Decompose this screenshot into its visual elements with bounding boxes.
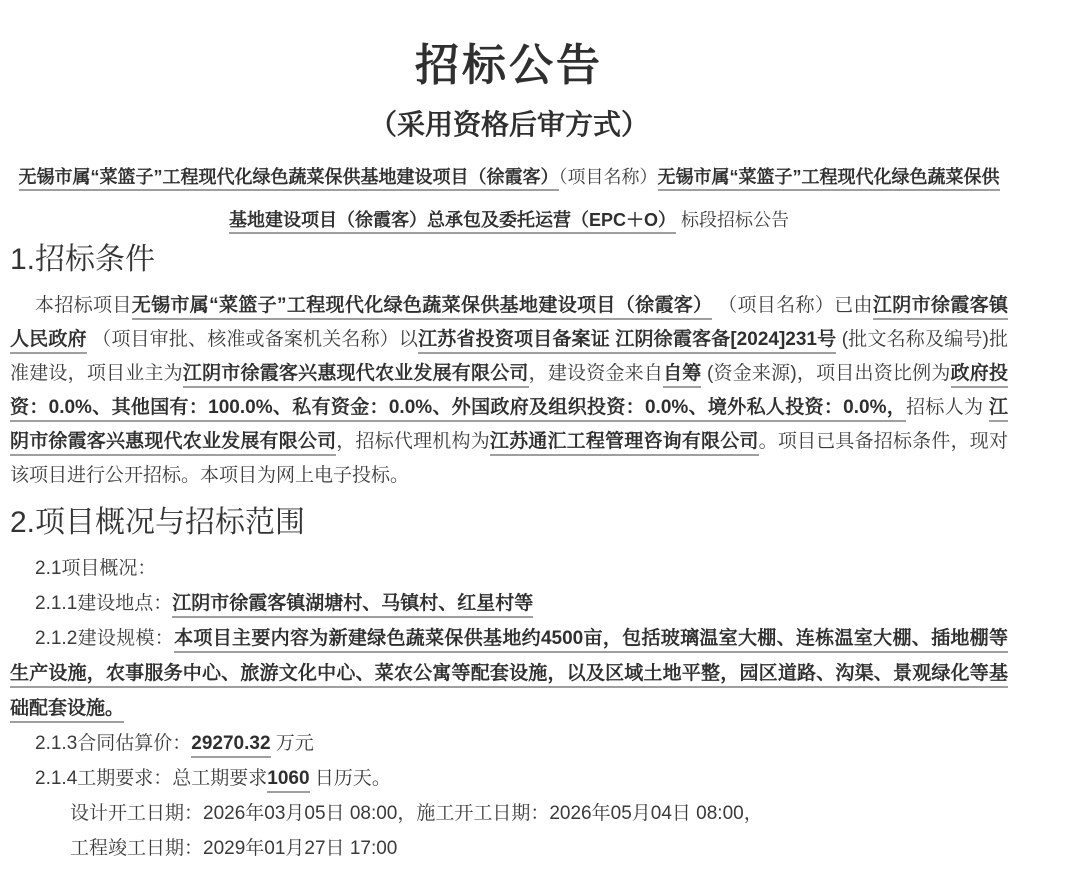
text-run: （项目名称）已由 bbox=[712, 295, 873, 317]
document-title: 招标公告 bbox=[415, 41, 603, 90]
text-run: 自筹 bbox=[663, 363, 701, 388]
text-run: 2.1.3合同估算价： bbox=[35, 733, 192, 755]
text-run: 无锡市属“菜篮子”工程现代化绿色蔬菜保供基地建设项目（徐霞客）总承包及委托运营（EPC＋O） bbox=[229, 167, 1000, 234]
text-run: （项目审批、核准或备案机关名称）以 bbox=[86, 329, 419, 351]
project-name-paragraph bbox=[10, 156, 1008, 242]
start-dates-line bbox=[10, 796, 1008, 831]
text-run: 1060 bbox=[267, 768, 309, 793]
text-run: 无锡市属“菜篮子”工程现代化绿色蔬菜保供基地建设项目（徐霞客） bbox=[19, 167, 559, 191]
text-run: （项目名称） bbox=[558, 167, 658, 188]
contract-estimate-item bbox=[10, 726, 1008, 761]
section-heading-bidding-conditions: 1.招标条件 bbox=[10, 243, 156, 277]
text-run: 本招标项目 bbox=[35, 295, 132, 317]
text-run: 无锡市属“菜篮子”工程现代化绿色蔬菜保供基地建设项目（徐霞客） bbox=[132, 295, 713, 320]
document-subtitle: （采用资格后审方式） bbox=[368, 108, 649, 140]
project-overview-intro bbox=[10, 551, 1008, 586]
text-run: 江阴市徐霞客镇湖塘村、马镇村、红星村等 bbox=[172, 593, 533, 618]
text-run: 。项目已具备招标条件，现对该项目进行公开招标。本项目为网上电子投标。 bbox=[10, 431, 1008, 487]
text-run: 本项目主要内容为新建绿色蔬菜保供基地约4500亩，包括玻璃温室大棚、连栋温室大棚、插地棚等生产设施，农事服务中心、旅游文化中心、菜农公寓等配套设施，以及区域土地平整，园区道路、沟渠、景观绿化等基础配套设施。 bbox=[10, 628, 1008, 723]
text-run: 江苏省投资项目备案证 江阴徐霞客备[2024]231号 bbox=[418, 329, 836, 354]
text-run: 标段招标公告 bbox=[676, 210, 790, 231]
text-run: 万元 bbox=[270, 733, 314, 755]
text-run: ，招标代理机构为 bbox=[336, 431, 490, 453]
text-run: (资金来源)，项目出资比例为 bbox=[701, 363, 951, 385]
text-run: 江阴市徐霞客兴惠现代农业发展有限公司 bbox=[10, 397, 1008, 456]
bidding-conditions-paragraph bbox=[10, 289, 1008, 493]
completion-date-line bbox=[10, 831, 1008, 866]
text-run: 江苏通汇工程管理咨询有限公司 bbox=[490, 431, 759, 456]
construction-scale-item bbox=[10, 621, 1008, 726]
text-run: 江阴市徐霞客镇人民政府 bbox=[10, 295, 1008, 354]
section-heading-project-overview: 2.项目概况与招标范围 bbox=[10, 506, 306, 540]
text-run: 江阴市徐霞客兴惠现代农业发展有限公司 bbox=[183, 363, 529, 388]
text-run: 设计开工日期：2026年03月05日 08:00，施工开工日期：2026年05月04日 08:00， bbox=[70, 803, 763, 825]
text-run: 2.1项目概况： bbox=[35, 558, 157, 580]
construction-period-item bbox=[10, 761, 1008, 796]
text-run: 政府投资：0.0%、其他国有：100.0%、私有资金：0.0%、外国政府及组织投资：0.0%、境外私人投资：0.0%， bbox=[10, 363, 1008, 422]
text-run: 2.1.2建设规模： bbox=[35, 628, 175, 650]
construction-location-item bbox=[10, 586, 1008, 621]
text-run: 工程竣工日期：2029年01月27日 17:00 bbox=[70, 838, 398, 860]
text-run: 2.1.4工期要求：总工期要求 bbox=[35, 768, 268, 790]
text-run: 29270.32 bbox=[191, 733, 270, 758]
text-run: (批文名称及编号)批准建设，项目业主为 bbox=[10, 329, 1008, 385]
text-run: 日历天。 bbox=[309, 768, 391, 790]
text-run: ，建设资金来自 bbox=[528, 363, 664, 385]
text-run: 2.1.1建设地点： bbox=[35, 593, 173, 615]
text-run: 招标人为 bbox=[906, 397, 989, 419]
